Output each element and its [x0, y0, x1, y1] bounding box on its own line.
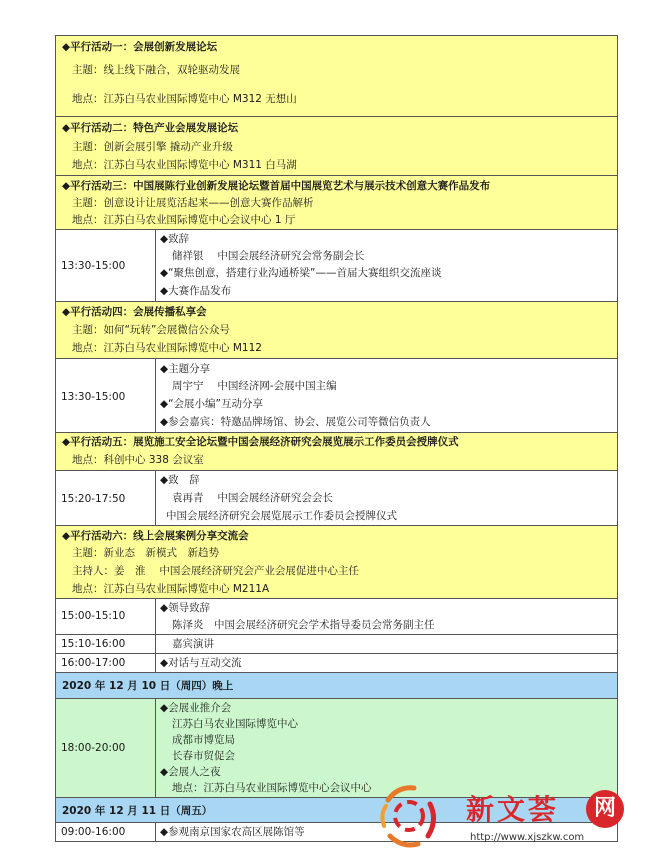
agenda-item: ◆会展业推介会 — [160, 702, 232, 714]
activity-4-title: ◆平行活动四：会展传播私享会 — [62, 306, 207, 318]
activity-6-session-1 — [56, 599, 617, 635]
activity-6-title: ◆平行活动六：线上会展案例分享交流会 — [62, 530, 249, 542]
session-time: 09:00-16:00 — [61, 826, 126, 838]
agenda-item: ◆“聚焦创意，搭建行业沟通桥梁”——首届大赛组织交流座谈 — [160, 267, 442, 279]
session-content — [156, 230, 617, 301]
agenda-item: ◆致辞 — [160, 233, 190, 245]
session-time-cell — [56, 635, 156, 653]
agenda-item: ◆参会嘉宾：特邀品牌场馆、协会、展览公司等微信负责人 — [160, 416, 431, 428]
activity-3-session — [56, 230, 617, 302]
agenda-sub-item: 江苏白马农业国际博览中心 — [172, 718, 298, 730]
session-time: 15:10-16:00 — [61, 638, 126, 650]
session-time: 18:00-20:00 — [61, 742, 126, 754]
watermark-brand: 新文荟 — [466, 793, 560, 826]
activity-5-place: 地点：科创中心 338 会议室 — [72, 454, 204, 466]
activity-5-title: ◆平行活动五：展览施工安全论坛暨中国会展经济研究会展览展示工作委员会授牌仪式 — [62, 436, 459, 448]
session-time: 16:00-17:00 — [61, 657, 126, 669]
activity-3-title: ◆平行活动三：中国展陈行业创新发展论坛暨首届中国展览艺术与展示技术创意大赛作品发布 — [62, 180, 491, 192]
agenda-item: ◆会展人之夜 — [160, 766, 221, 778]
schedule-table — [55, 35, 618, 842]
agenda-sub-item: 成都市博览局 — [172, 734, 235, 746]
activity-6-theme: 主题：新业态 新模式 新趋势 — [72, 547, 219, 559]
activity-5-session — [56, 471, 617, 526]
session-time-cell — [56, 823, 156, 841]
session-content — [156, 635, 617, 653]
activity-1-block — [56, 36, 617, 117]
session-time-cell — [56, 699, 156, 797]
agenda-item: ◆对话与互动交流 — [160, 657, 242, 669]
agenda-item: ◆“会展小编”互动分享 — [160, 398, 263, 410]
agenda-item: ◆领导致辞 — [160, 602, 211, 614]
agenda-sub-item: 长春市贸促会 — [172, 750, 235, 762]
activity-3-block — [56, 176, 617, 230]
swirl-logo-icon — [378, 780, 440, 850]
session-time: 13:30-15:00 — [61, 391, 126, 403]
activity-4-session — [56, 359, 617, 433]
activity-6-host: 主持人：姜 淮 中国会展经济研究会产业会展促进中心主任 — [72, 565, 359, 577]
activity-6-place: 地点：江苏白马农业国际博览中心 M211A — [72, 583, 270, 595]
watermark-badge: 网 — [586, 790, 624, 828]
watermark-url: http://www.xjszkw.com — [470, 832, 585, 843]
speaker-line: 周宇宁 中国经济网-会展中国主编 — [172, 380, 337, 392]
activity-3-theme: 主题：创意设计让展览活起来——创意大赛作品解析 — [72, 197, 314, 209]
agenda-item: 中国会展经济研究会展览展示工作委员会授牌仪式 — [166, 510, 397, 522]
session-time-cell — [56, 654, 156, 672]
day-header-title: 2020 年 12 月 10 日（周四）晚上 — [62, 680, 234, 692]
session-time-cell — [56, 230, 156, 301]
activity-6-block — [56, 526, 617, 599]
activity-2-theme: 主题：创新会展引擎 撬动产业升级 — [72, 141, 233, 153]
day-header-title: 2020 年 12 月 11 日（周五） — [62, 805, 213, 817]
session-content — [156, 471, 617, 525]
agenda-item: ◆致 辞 — [160, 474, 200, 486]
agenda-item: ◆大赛作品发布 — [160, 285, 232, 297]
session-time-cell — [56, 359, 156, 432]
speaker-line: 袁再青 中国会展经济研究会会长 — [172, 492, 333, 504]
session-content — [156, 359, 617, 432]
agenda-sub-item: 地点：江苏白马农业国际博览中心会议中心 — [172, 782, 372, 794]
activity-6-session-2 — [56, 635, 617, 654]
agenda-item: ◆参观南京国家农高区展陈馆等 — [160, 826, 305, 838]
session-time-cell — [56, 471, 156, 525]
site-watermark — [378, 780, 638, 860]
activity-2-title: ◆平行活动二：特色产业会展发展论坛 — [62, 122, 239, 134]
agenda-item: ◆主题分享 — [160, 363, 211, 375]
session-time-cell — [56, 599, 156, 634]
session-content — [156, 654, 617, 672]
activity-4-place: 地点：江苏白马农业国际博览中心 M112 — [72, 342, 262, 354]
activity-1-theme: 主题：线上线下融合，双轮驱动发展 — [72, 64, 240, 76]
session-time: 13:30-15:00 — [61, 260, 126, 272]
day-header-dec-10 — [56, 673, 617, 699]
activity-6-session-3 — [56, 654, 617, 673]
speaker-line: 陈泽炎 中国会展经济研究会学术指导委员会常务副主任 — [172, 619, 435, 631]
activity-1-place: 地点：江苏白马农业国际博览中心 M312 无想山 — [72, 93, 297, 105]
agenda-item: 嘉宾演讲 — [172, 638, 214, 650]
activity-2-place: 地点：江苏白马农业国际博览中心 M311 白马湖 — [72, 159, 297, 171]
activity-2-block — [56, 117, 617, 176]
activity-1-title: ◆平行活动一：会展创新发展论坛 — [62, 41, 218, 53]
session-time: 15:00-15:10 — [61, 610, 126, 622]
speaker-line: 储祥银 中国会展经济研究会常务副会长 — [172, 250, 365, 262]
session-content — [156, 599, 617, 634]
activity-3-place: 地点：江苏白马农业国际博览中心会议中心 1 厅 — [72, 214, 296, 226]
activity-4-theme: 主题：如何“玩转”会展微信公众号 — [72, 324, 230, 336]
activity-5-block — [56, 433, 617, 471]
activity-4-block — [56, 302, 617, 359]
session-time: 15:20-17:50 — [61, 493, 126, 505]
